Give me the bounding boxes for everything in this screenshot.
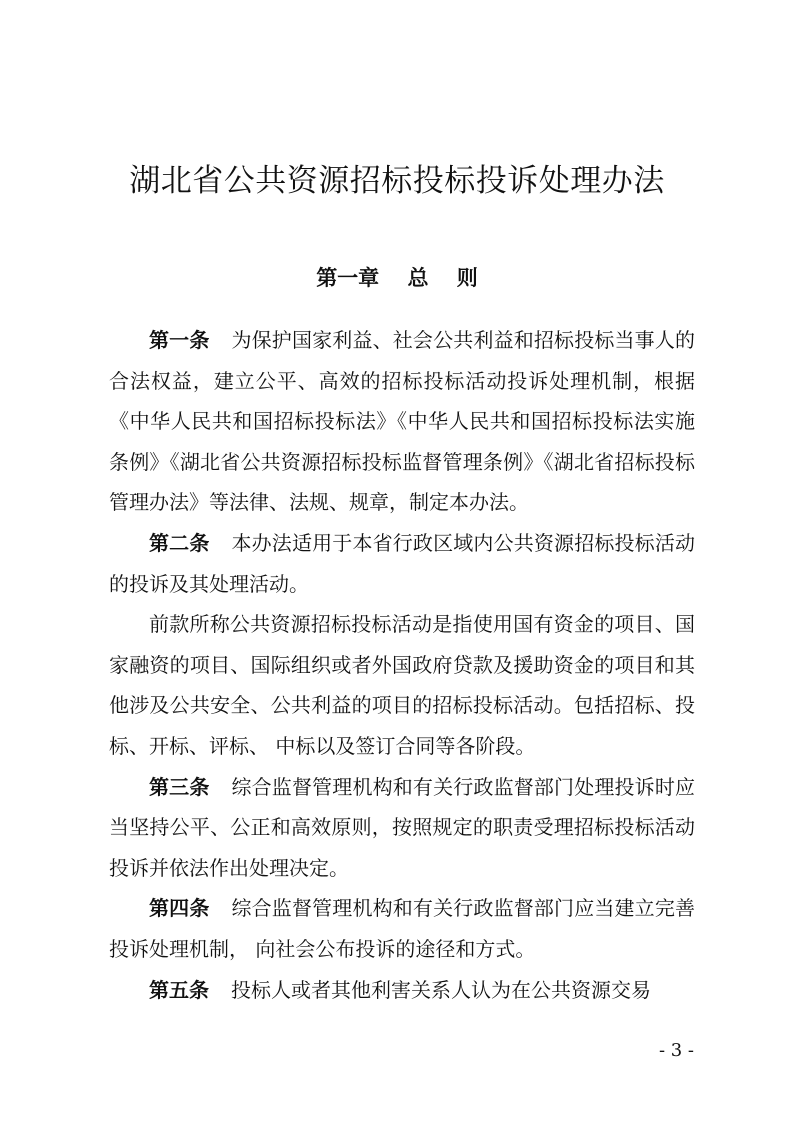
article-paragraph (109, 970, 695, 1011)
article-text: 综合监督管理机构和有关行政监督部门处理投诉时应当坚持公平、公正和高效原则，按照规定的职责受理招标投标活动投诉并依法作出处理决定。 (109, 774, 696, 880)
article-text: 为保护国家利益、社会公共利益和招标投标当事人的合法权益，建立公平、高效的招标投标活动投诉处理机制，根据《中华人民共和国招标投标法》《中华人民共和国招标投标法实施条例》《湖北省公共资源招标投标监督管理条例》《湖北省招标投标管理办法》等法律、法规、规章，制定本办法。 (109, 328, 696, 515)
article-label: 第一条 (149, 328, 210, 352)
article-text: 前款所称公共资源招标投标活动是指使用国有资金的项目、国家融资的项目、国际组织或者外国政府贷款及援助资金的项目和其他涉及公共安全、公共利益的项目的招标投标活动。包括招标、投标、开标、评标、 中标以及签订合同等各阶段。 (109, 612, 695, 758)
article-text: 综合监督管理机构和有关行政监督部门应当建立完善投诉处理机制， 向社会公布投诉的途径和方式。 (109, 896, 696, 961)
chapter-heading: 第一章 总 则 (316, 266, 478, 290)
article-paragraph (109, 320, 695, 523)
article-paragraph (109, 523, 695, 604)
article-label: 第五条 (149, 977, 209, 1002)
article-text: 投标人或者其他利害关系人认为在公共资源交易 (231, 977, 651, 1002)
article-text: 本办法适用于本省行政区域内公共资源招标投标活动的投诉及其处理活动。 (109, 530, 696, 596)
article-paragraph (109, 888, 695, 969)
article-paragraph (109, 767, 695, 889)
article-paragraph (109, 604, 695, 766)
page-number: - 3 - (658, 1040, 694, 1061)
document-title: 湖北省公共资源招标投标投诉处理办法 (129, 163, 665, 199)
article-label: 第三条 (149, 774, 210, 799)
article-label: 第二条 (149, 530, 210, 555)
article-label: 第四条 (149, 896, 210, 921)
document-body (109, 320, 695, 1010)
